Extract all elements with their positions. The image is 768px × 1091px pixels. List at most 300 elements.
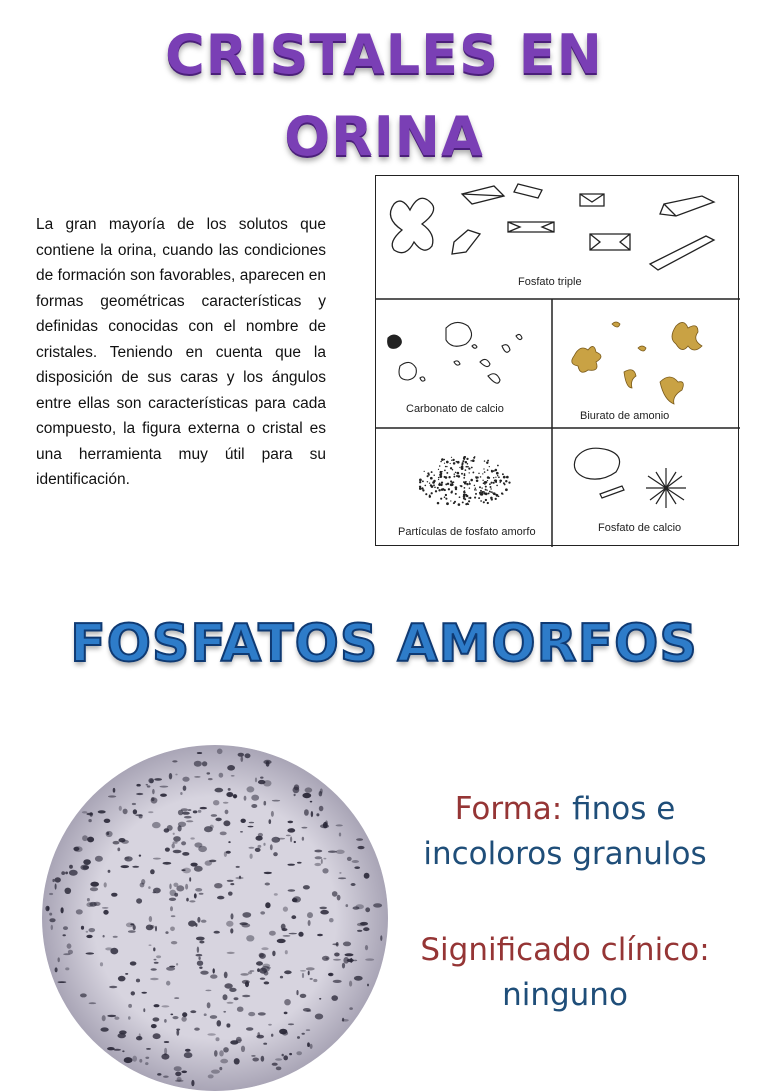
granule [204,1013,207,1016]
granule [118,1033,126,1038]
granule [260,978,265,980]
granule [69,865,73,869]
granule [173,850,182,853]
granule [223,994,228,1000]
amorfo-dot [451,483,454,486]
amorfo-dot [469,483,471,485]
granule [284,999,291,1005]
amorfo-dot [500,482,501,483]
amorfo-dot [469,481,470,482]
granule [87,898,90,901]
granule [199,941,204,944]
granule [296,990,298,995]
caption-fosfato-amorfo: Partículas de fosfato amorfo [398,526,536,538]
granule [170,927,175,932]
granule [367,984,369,987]
granule [306,967,315,970]
granule [69,870,78,876]
granule [334,953,340,957]
granule [86,902,93,907]
amorfo-dot [495,477,496,478]
granule [302,973,304,978]
granule [55,877,61,882]
granule [291,915,296,919]
granule [191,1080,194,1086]
granule [107,1047,115,1050]
granule [133,925,136,930]
granule [360,922,368,926]
granule [326,958,329,960]
granule [113,788,116,793]
amorfo-dot [457,475,460,478]
granule [173,833,175,835]
amorfo-dot [474,497,476,499]
granule [223,820,230,826]
granule [149,916,152,922]
granule [263,1043,267,1045]
granule [351,883,356,886]
caption-carbonato-calcio: Carbonato de calcio [406,403,504,415]
granule [169,898,176,901]
granule [283,935,291,937]
amorfo-dot [427,472,429,474]
granule [102,1015,106,1021]
granule [289,933,297,935]
granule [150,869,155,874]
granule [104,882,107,887]
amorfo-dot [490,488,491,489]
granule [316,813,319,816]
granule [303,885,310,889]
granule [109,986,117,988]
granule [294,794,296,797]
carbonato-calcio-particles [388,322,522,383]
coffin-crystal-3 [590,234,630,250]
granule [197,917,200,923]
granule [182,812,190,815]
granule [317,934,323,936]
forma-block [395,787,735,877]
granule [380,935,382,941]
granule [208,1074,214,1078]
granule [246,935,254,941]
forma-value-1: finos e [572,791,676,827]
granule [181,1016,186,1021]
granule [165,848,170,852]
granule [148,811,153,813]
granule [331,995,338,1001]
granule [131,991,135,995]
granule [65,967,69,970]
granule [90,887,98,891]
granule [261,1056,265,1062]
granule [276,1067,282,1071]
granule [306,1029,310,1031]
granule [308,920,311,926]
granule [217,749,223,755]
amorfo-dot [441,471,442,472]
amorfo-dot [433,475,434,476]
coffin-crystal-2 [508,222,554,232]
amorfo-dot [467,463,469,465]
amorfo-dot [437,487,439,489]
granule [337,895,341,901]
granule [89,1002,97,1004]
granule [108,870,111,873]
granule [242,980,250,984]
fosfato-calcio-crystals [574,448,686,508]
granule [197,961,203,966]
amorfo-dot [454,473,456,475]
amorfo-dot [497,475,498,476]
granule [224,972,228,979]
amorfo-dot [495,469,498,472]
granule [81,926,84,930]
granule [288,889,296,891]
granule [227,765,235,771]
granule [216,1037,220,1041]
amorfo-dot [491,470,493,472]
granule [282,1054,284,1057]
granule [163,1076,169,1078]
granule [122,1050,124,1052]
amorfo-dot [466,483,468,485]
granule [352,860,359,863]
amorfo-dot [484,471,486,473]
granule [234,997,239,1000]
granule [128,930,136,933]
amorfo-dot [438,489,440,491]
caption-biurato-amonio: Biurato de amonio [580,410,670,422]
granule [167,825,173,831]
amorfo-dot [450,463,451,464]
amorfo-dot [444,463,445,464]
granule [272,800,280,802]
amorfo-dot [438,477,439,478]
amorfo-dot [452,459,454,461]
granule [236,866,240,868]
granule [173,1016,179,1019]
amorfo-dot [457,472,460,475]
prism-crystal-3 [452,230,480,254]
amorfo-dot [439,482,440,483]
amorfo-dot [485,499,487,501]
crystal-drawings [376,176,740,547]
granule [347,857,352,861]
amorfo-dot [424,471,425,472]
granule [219,1050,224,1056]
granule [236,1037,242,1043]
granule [154,962,159,964]
amorfo-dot [438,479,439,480]
intro-paragraph: La gran mayoría de los solutos que contiene la orina, cuando las condiciones de formación son favorables, aparecen en formas geométricas características y definidas conocidas con el nombre de cristales. Teniendo en cuenta que la disposición de sus caras y los ángulos entre ellas son características para cada compuesto, la figura externa o cristal es una herramienta muy útil para su identificación. [36,216,326,488]
amorfo-dot [465,469,467,471]
granule [347,959,354,962]
amorfo-dot [479,486,481,488]
granule [220,1059,228,1064]
amorfo-dot [470,479,473,482]
granule [195,923,197,927]
granule [150,925,155,929]
granule [234,1058,240,1064]
amorfo-dot [469,497,471,499]
granule [275,1058,282,1060]
amorfo-dot [455,488,457,490]
granule [198,810,202,813]
granule [154,1004,160,1007]
amorfo-dot [475,488,476,489]
granule [196,954,203,957]
amorfo-dot [419,479,422,482]
granule [45,906,49,912]
granule [226,1023,230,1027]
granule [176,963,178,966]
granule [228,892,233,896]
granule [241,819,246,823]
granule [194,1028,200,1031]
amorfo-dot [454,501,456,503]
granule [284,1012,288,1015]
granule [241,1046,245,1052]
amorfo-dot [482,473,483,474]
amorfo-dot [462,502,463,503]
granule [172,760,177,762]
amorfo-dot [489,466,490,467]
rosette-crystal [646,468,686,508]
granule [86,952,95,954]
amorfo-dot [476,479,479,482]
granule [226,921,233,927]
granule [294,841,296,843]
granule [197,752,202,754]
granule [103,935,105,938]
granule [358,846,365,849]
granule [121,840,129,844]
granule [249,822,254,824]
amorfo-dot [502,493,504,495]
granule [277,939,286,943]
granule [271,811,274,817]
amorfo-dot [444,496,446,498]
granule [259,953,264,958]
amorfo-dot [445,483,447,485]
granule [151,968,157,970]
amorfo-dot [495,498,497,500]
granule [225,810,229,815]
granule [171,915,176,917]
granule [219,773,224,778]
granule [184,1052,193,1058]
granule [242,995,250,997]
granule [283,1055,288,1060]
granule [246,1027,253,1030]
prism-crystal-1 [462,186,504,204]
amorfo-dot [425,493,427,495]
granule [152,789,155,794]
granule [320,824,329,828]
granule [290,836,292,842]
amorfo-dot [453,476,455,478]
amorfo-dot [433,480,435,482]
amorfo-dot [485,486,487,488]
granule [302,837,304,841]
granule [263,760,271,764]
granule [128,1004,132,1008]
granule [180,792,182,795]
amorfo-dot [441,475,442,476]
amorfo-dot [467,466,469,468]
granule [228,841,230,843]
granule [349,981,352,987]
granule [307,1042,310,1047]
granule [286,835,291,837]
granule [373,903,382,907]
granule [146,1048,151,1050]
granule [86,935,92,938]
granule [169,773,172,779]
granule [188,921,196,927]
granule [150,978,159,980]
rod-crystal [650,236,714,270]
granule [166,967,175,971]
amorfo-dot [445,466,447,468]
granule [237,1007,244,1012]
granule [49,913,52,916]
amorfo-dot [487,469,489,471]
granule [241,756,244,762]
amorfo-dot [419,481,421,483]
fosfato-triple-crystals [390,184,714,270]
granule [169,966,175,968]
amorfo-dot [481,487,482,488]
granule [113,841,120,845]
granule [346,904,349,907]
amorfo-dot [439,465,441,467]
granule [146,784,148,786]
granule [310,1044,313,1049]
granule [165,931,168,934]
granule [363,927,369,931]
amorfo-dot [487,480,488,481]
amorfo-dot [427,481,428,482]
amorfo-dot [441,458,444,461]
amorfo-dot [446,472,448,474]
amorfo-dot [459,467,460,468]
granule [321,859,323,865]
granule [173,836,181,842]
amorfo-dot [468,467,470,469]
amorfo-dot [498,476,500,478]
granule [269,819,272,824]
granule [248,847,254,849]
granule [278,838,286,840]
amorfo-dot [461,466,464,469]
amorfo-dot [470,460,472,462]
granule [190,837,194,839]
amorfo-dot [506,476,508,478]
granule [364,873,370,879]
granule [176,1029,179,1035]
granule [186,898,189,902]
granule [220,832,227,836]
amorfo-dot [474,489,476,491]
amorfo-dot [504,484,505,485]
amorfo-dot [463,456,465,458]
amorfo-dot [474,485,476,487]
granule [194,866,203,872]
granule [104,819,111,823]
microscope-image [42,745,388,1091]
granule [332,891,338,897]
granule [172,843,175,848]
granule [86,931,89,933]
granule [136,784,140,787]
granule [338,877,346,879]
plate-crystal [574,448,619,479]
granule [365,907,370,912]
granule [264,872,272,874]
needle-crystal [600,486,624,498]
granule [207,772,211,774]
amorfo-dot [493,477,494,478]
amorfo-dot [430,477,433,480]
amorfo-dot [471,467,473,469]
granule [194,761,202,767]
granule [300,994,307,998]
amorfo-dot [431,492,433,494]
granule [231,775,235,777]
amorfo-dot [480,500,482,502]
granule [251,795,259,801]
granule [357,930,362,932]
granule [185,1049,191,1052]
granule [315,1014,323,1020]
granule [90,882,99,887]
granule [171,941,177,944]
amorfo-dot [487,476,490,479]
granule [280,976,283,979]
amorfo-dot [431,471,433,473]
granule [182,777,189,782]
amorfo-dot [494,479,497,482]
amorfo-dot [485,489,487,491]
granule [308,971,310,976]
granule [58,957,60,962]
granule [230,928,233,933]
granule [196,937,205,941]
granule [365,945,368,950]
granule [61,907,64,913]
granule [145,1062,148,1065]
granule [307,912,313,918]
granule [252,1058,259,1062]
amorfo-dot [434,486,436,488]
granule [226,792,233,797]
amorfo-dot [496,485,498,487]
amorfo-dot [503,476,506,479]
granule [323,858,326,860]
granule [174,1066,182,1071]
granule [136,1036,142,1040]
granule [226,851,231,854]
granule [240,831,243,833]
granule [235,877,243,880]
amorfo-dot [452,469,453,470]
granule [88,819,91,822]
prism-crystal-2 [514,184,542,198]
granule [63,934,66,936]
granule [191,863,198,867]
